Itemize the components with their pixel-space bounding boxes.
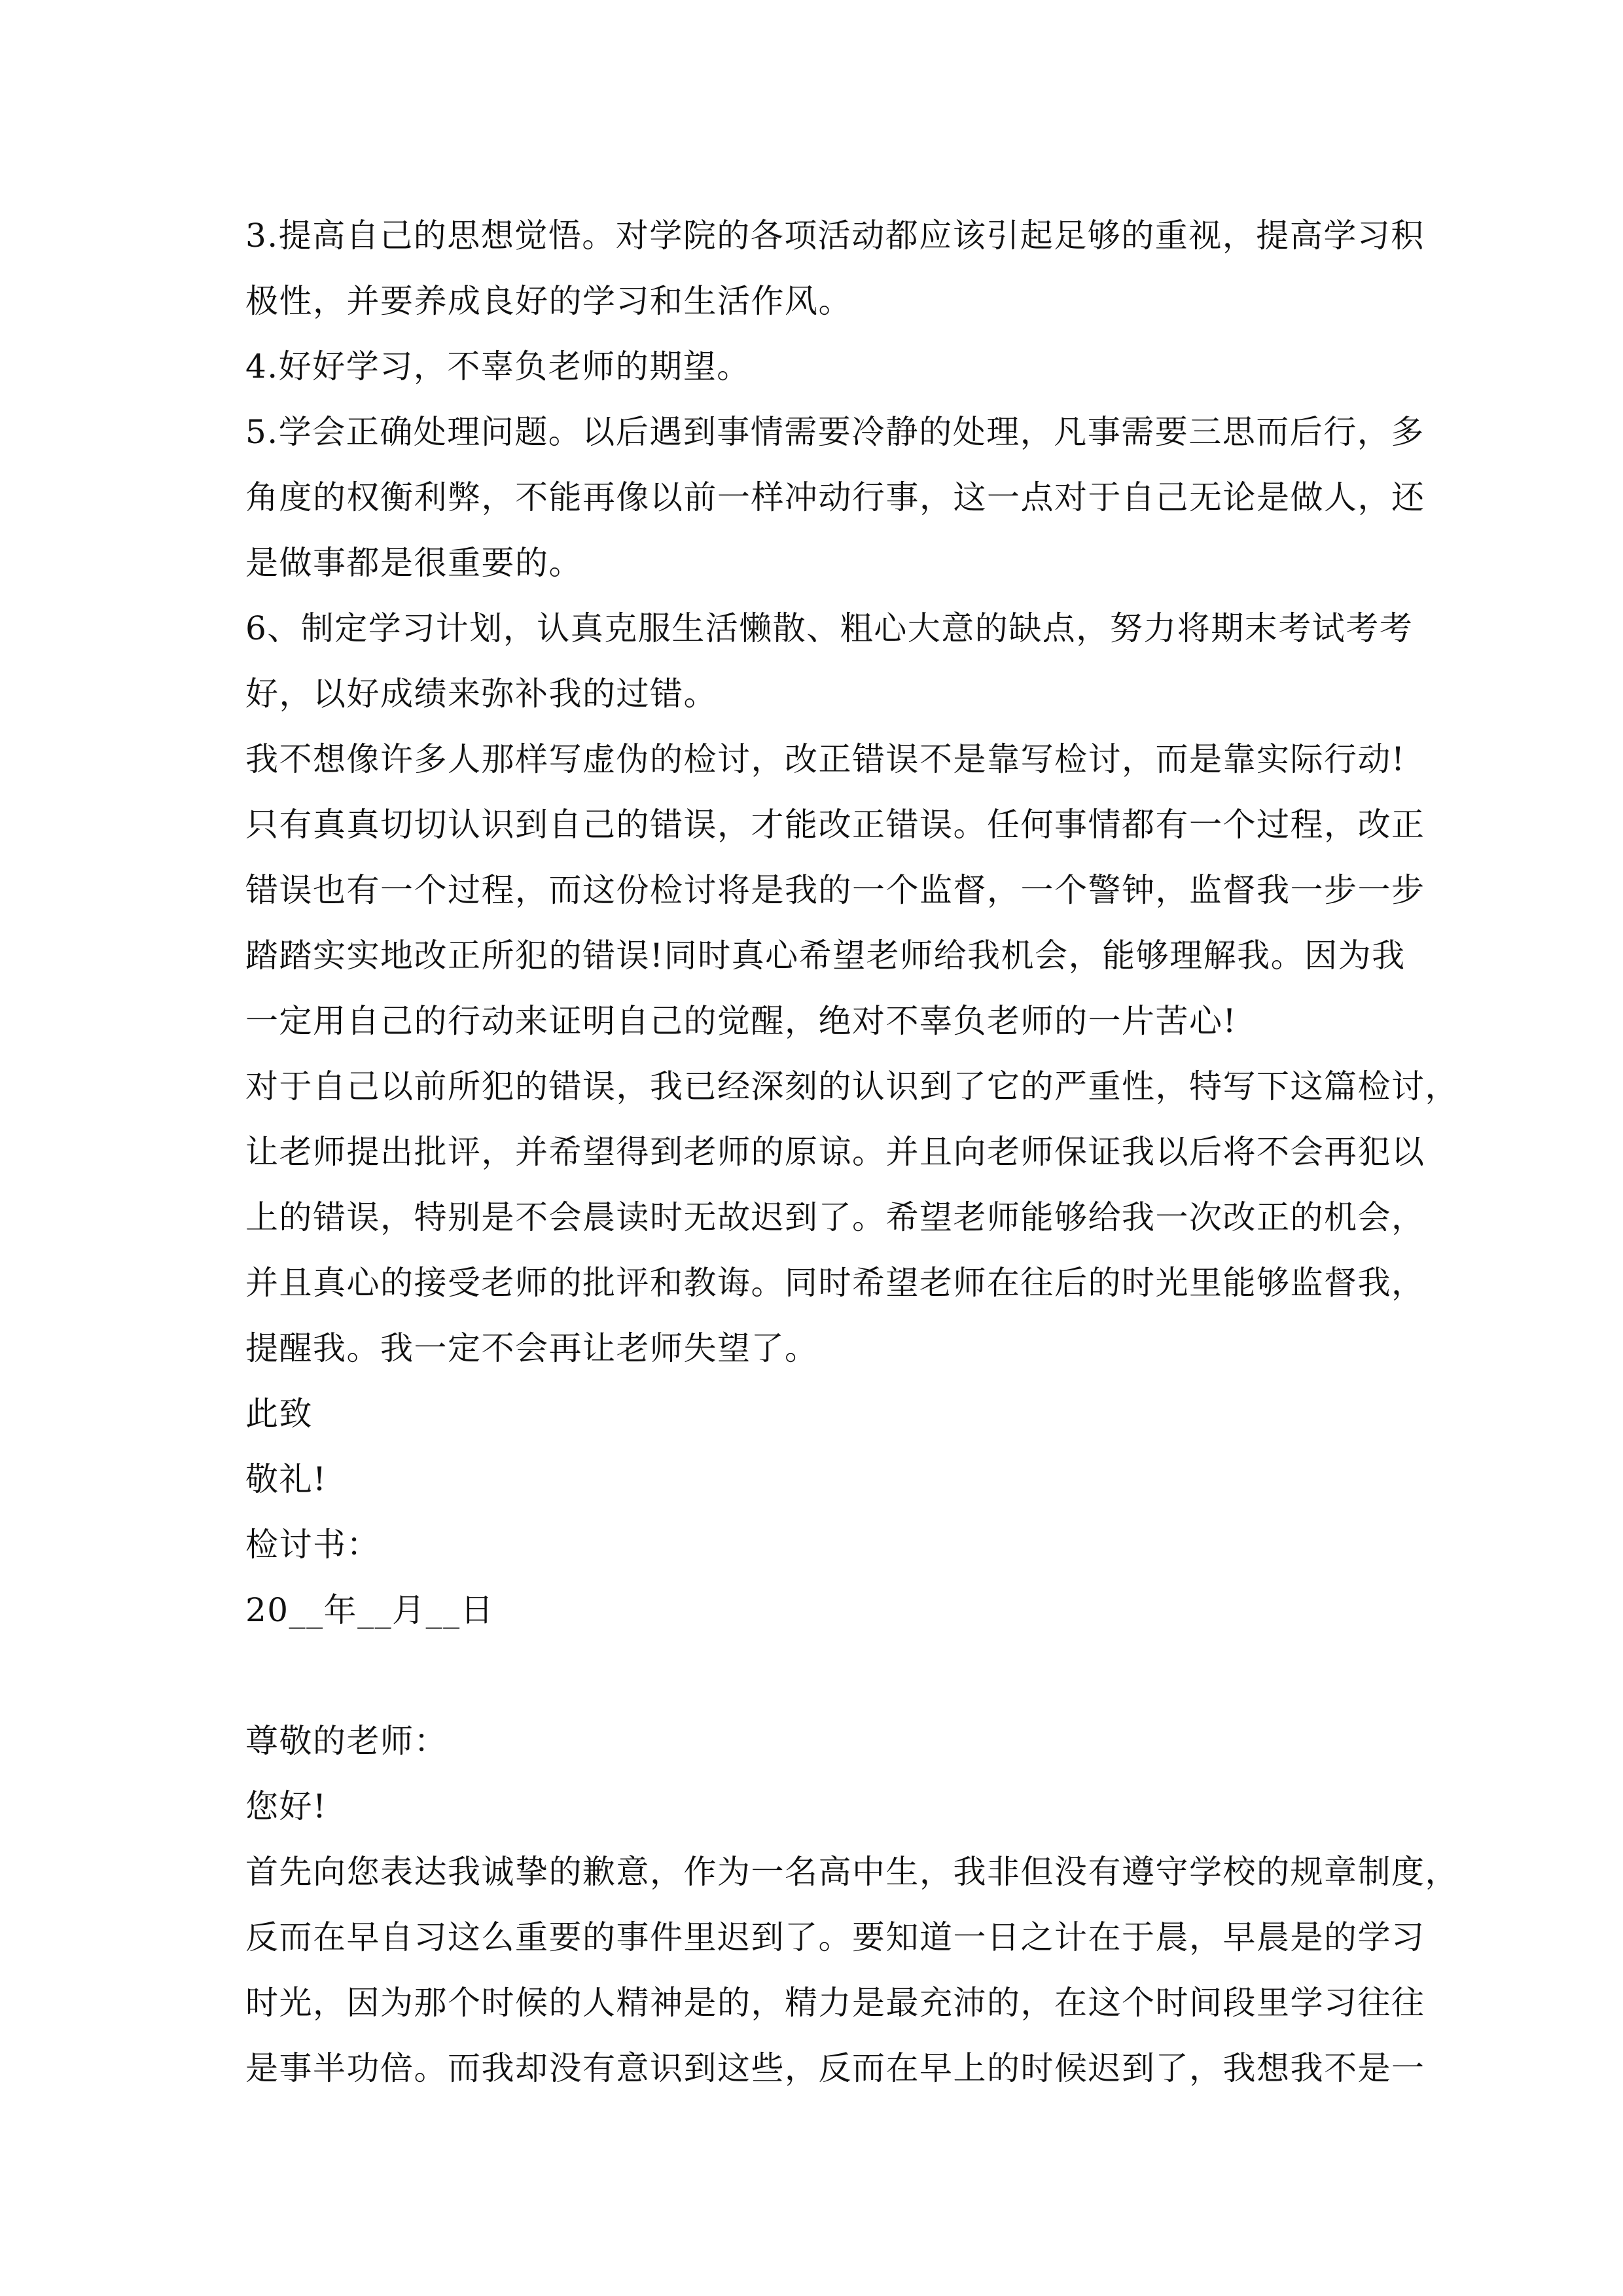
closing-respect: 敬礼! xyxy=(245,1460,327,1498)
text-line: 6、制定学习计划，认真克服生活懒散、粗心大意的缺点，努力将期末考试考考 xyxy=(245,609,1414,647)
text-line: 极性，并要养成良好的学习和生活作风。 xyxy=(245,282,852,320)
section-gap xyxy=(245,1643,1384,1708)
text-line: 时光，因为那个时候的人精神是的，精力是最充沛的，在这个时间段里学习往往 xyxy=(245,1984,1425,2022)
text-line: 并且真心的接受老师的批评和教诲。同时希望老师在往后的时光里能够监督我， xyxy=(245,1264,1425,1302)
text-line: 我不想像许多人那样写虚伪的检讨，改正错误不是靠写检讨，而是靠实际行动! xyxy=(245,740,1406,778)
date-line: 20__年__月__日 xyxy=(245,1591,495,1629)
closing-salutation: 此致 xyxy=(245,1395,313,1433)
text-line: 好，以好成绩来弥补我的过错。 xyxy=(245,675,717,713)
text-line: 错误也有一个过程，而这份检讨将是我的一个监督，一个警钟，监督我一步一步 xyxy=(245,871,1425,909)
letter-greeting-recipient: 尊敬的老师： xyxy=(245,1722,448,1760)
signature-label: 检讨书： xyxy=(245,1526,380,1564)
text-line: 对于自己以前所犯的错误，我已经深刻的认识到了它的严重性，特写下这篇检讨， xyxy=(245,1067,1459,1105)
document-page xyxy=(245,203,1459,2101)
text-line: 踏踏实实地改正所犯的错误!同时真心希望老师给我机会，能够理解我。因为我 xyxy=(245,937,1406,975)
text-line: 4.好好学习，不辜负老师的期望。 xyxy=(245,348,751,386)
section-new-letter xyxy=(245,1708,1459,2101)
section-apology-continued xyxy=(245,203,1459,1643)
text-line: 3.提高自己的思想觉悟。对学院的各项活动都应该引起足够的重视，提高学习积 xyxy=(245,217,1425,255)
text-line: 一定用自己的行动来证明自己的觉醒，绝对不辜负老师的一片苦心! xyxy=(245,1002,1238,1040)
text-line: 提醒我。我一定不会再让老师失望了。 xyxy=(245,1329,819,1367)
text-line: 让老师提出批评，并希望得到老师的原谅。并且向老师保证我以后将不会再犯以 xyxy=(245,1133,1425,1171)
text-line: 只有真真切切认识到自己的错误，才能改正错误。任何事情都有一个过程，改正 xyxy=(245,806,1425,844)
text-line: 首先向您表达我诚挚的歉意，作为一名高中生，我非但没有遵守学校的规章制度， xyxy=(245,1853,1459,1891)
letter-greeting: 您好! xyxy=(245,1787,327,1825)
text-line: 上的错误，特别是不会晨读时无故迟到了。希望老师能够给我一次改正的机会， xyxy=(245,1198,1425,1236)
text-line: 5.学会正确处理问题。以后遇到事情需要冷静的处理，凡事需要三思而后行，多 xyxy=(245,413,1425,451)
text-line: 反而在早自习这么重要的事件里迟到了。要知道一日之计在于晨，早晨是的学习 xyxy=(245,1918,1425,1956)
text-line: 角度的权衡利弊，不能再像以前一样冲动行事，这一点对于自己无论是做人，还 xyxy=(245,478,1425,516)
text-line: 是做事都是很重要的。 xyxy=(245,544,582,582)
text-line: 是事半功倍。而我却没有意识到这些，反而在早上的时候迟到了，我想我不是一 xyxy=(245,2049,1425,2087)
